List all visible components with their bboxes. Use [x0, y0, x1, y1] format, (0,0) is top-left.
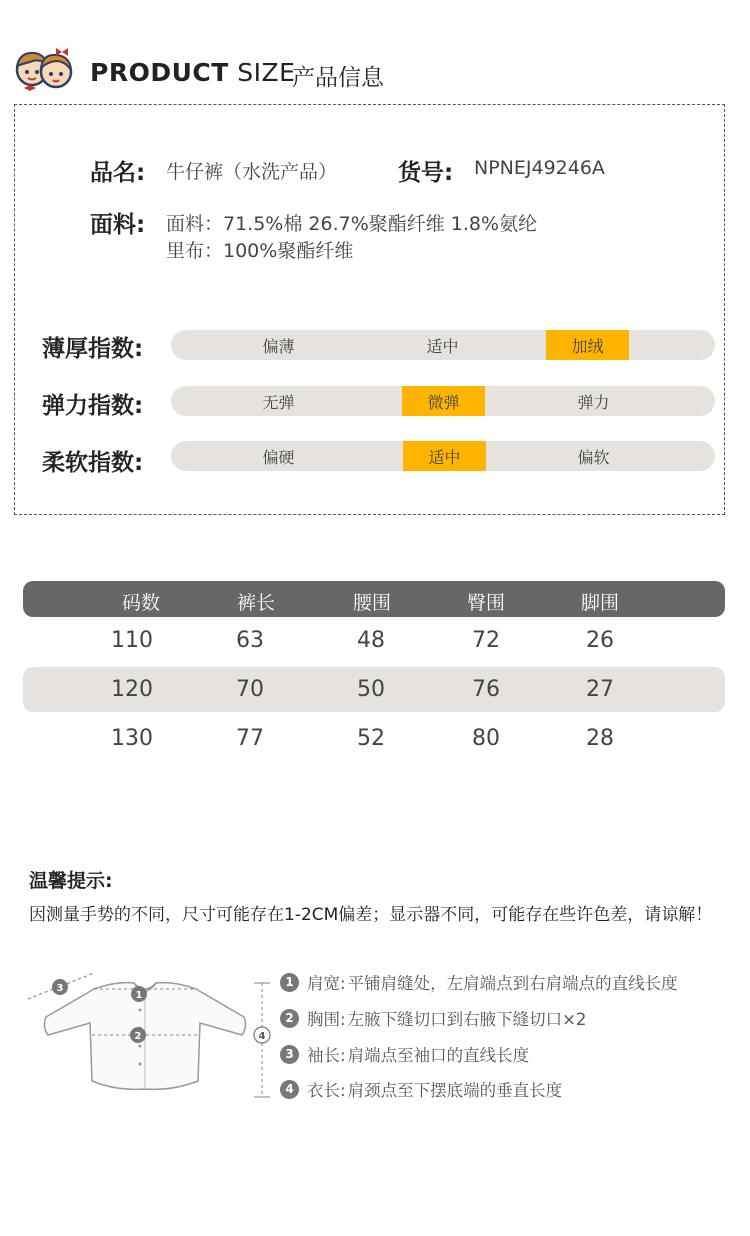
elasticity-option-elastic: 弹力 — [577, 392, 610, 412]
measure-name: 肩宽: — [307, 974, 346, 993]
table-cell: 28 — [586, 726, 614, 751]
measure-name: 袖长: — [307, 1046, 346, 1065]
softness-option-hard: 偏硬 — [262, 447, 295, 467]
table-cell: 50 — [357, 677, 385, 702]
thickness-option-thin: 偏薄 — [262, 336, 295, 356]
elasticity-option-none: 无弹 — [262, 392, 295, 412]
table-cell: 76 — [472, 677, 500, 702]
measure-item-sleeve — [280, 1041, 529, 1067]
elasticity-label: 弹力指数: — [42, 393, 144, 419]
page-title — [90, 58, 295, 87]
softness-scale — [171, 441, 715, 471]
table-cell: 110 — [111, 628, 153, 653]
number-badge: 4 — [280, 1080, 299, 1099]
table-cell: 77 — [236, 726, 264, 751]
softness-option-soft: 偏软 — [577, 447, 610, 467]
svg-text:1: 1 — [135, 990, 143, 1001]
fabric-line-2: 里布：100%聚酯纤维 — [166, 240, 354, 262]
table-cell: 80 — [472, 726, 500, 751]
title-normal: SIZE — [237, 58, 296, 87]
header-pants-length: 裤长 — [236, 592, 275, 614]
thickness-label: 薄厚指数: — [42, 336, 144, 362]
header-size: 码数 — [121, 592, 160, 614]
softness-option-medium: 适中 — [403, 441, 486, 471]
table-cell: 26 — [586, 628, 614, 653]
sku-label: 货号: — [398, 160, 454, 186]
header-waist: 腰围 — [352, 592, 391, 614]
svg-text:3: 3 — [56, 983, 64, 994]
table-cell: 130 — [111, 726, 153, 751]
kids-logo-icon — [10, 44, 76, 98]
measure-item-length — [280, 1076, 562, 1102]
elasticity-option-slight: 微弹 — [402, 386, 485, 416]
measure-item-chest — [280, 1005, 586, 1031]
name-value: 牛仔裤（水洗产品） — [166, 161, 338, 183]
table-cell: 27 — [586, 677, 614, 702]
name-label: 品名: — [90, 160, 146, 186]
measure-item-shoulder — [280, 969, 678, 995]
thickness-option-medium: 适中 — [426, 336, 459, 356]
tips-text: 因测量手势的不同，尺寸可能存在1-2CM偏差；显示器不同，可能存在些许色差，请谅解！ — [29, 905, 713, 925]
page-title-cn: 产品信息 — [292, 65, 384, 91]
svg-text:4: 4 — [258, 1031, 266, 1042]
svg-text:2: 2 — [134, 1031, 142, 1042]
number-badge: 3 — [280, 1045, 299, 1064]
measure-desc: 左腋下缝切口到右腋下缝切口×2 — [347, 1010, 587, 1029]
measure-desc: 平铺肩缝处，左肩端点到右肩端点的直线长度 — [347, 974, 678, 993]
shirt-diagram-icon — [22, 965, 282, 1105]
table-cell: 72 — [472, 628, 500, 653]
number-badge: 1 — [280, 973, 299, 992]
header-hip: 臀围 — [466, 592, 505, 614]
thickness-scale — [171, 330, 715, 360]
tips-title: 温馨提示: — [29, 870, 113, 892]
number-badge: 2 — [280, 1009, 299, 1028]
measure-name: 胸围: — [307, 1010, 346, 1029]
thickness-option-fleece: 加绒 — [546, 330, 629, 360]
measure-desc: 肩端点至袖口的直线长度 — [347, 1046, 530, 1065]
fabric-line-1: 面料：71.5%棉 26.7%聚酯纤维 1.8%氨纶 — [166, 213, 538, 235]
elasticity-scale — [171, 386, 715, 416]
table-cell: 70 — [236, 677, 264, 702]
table-cell: 63 — [236, 628, 264, 653]
measure-name: 衣长: — [307, 1081, 346, 1100]
measure-desc: 肩颈点至下摆底端的垂直长度 — [347, 1081, 563, 1100]
fabric-label: 面料: — [90, 212, 146, 238]
title-bold: PRODUCT — [90, 58, 229, 87]
table-cell: 120 — [111, 677, 153, 702]
header-ankle: 脚围 — [580, 592, 619, 614]
table-cell: 48 — [357, 628, 385, 653]
table-cell: 52 — [357, 726, 385, 751]
softness-label: 柔软指数: — [42, 450, 144, 476]
sku-value: NPNEJ49246A — [474, 157, 605, 179]
